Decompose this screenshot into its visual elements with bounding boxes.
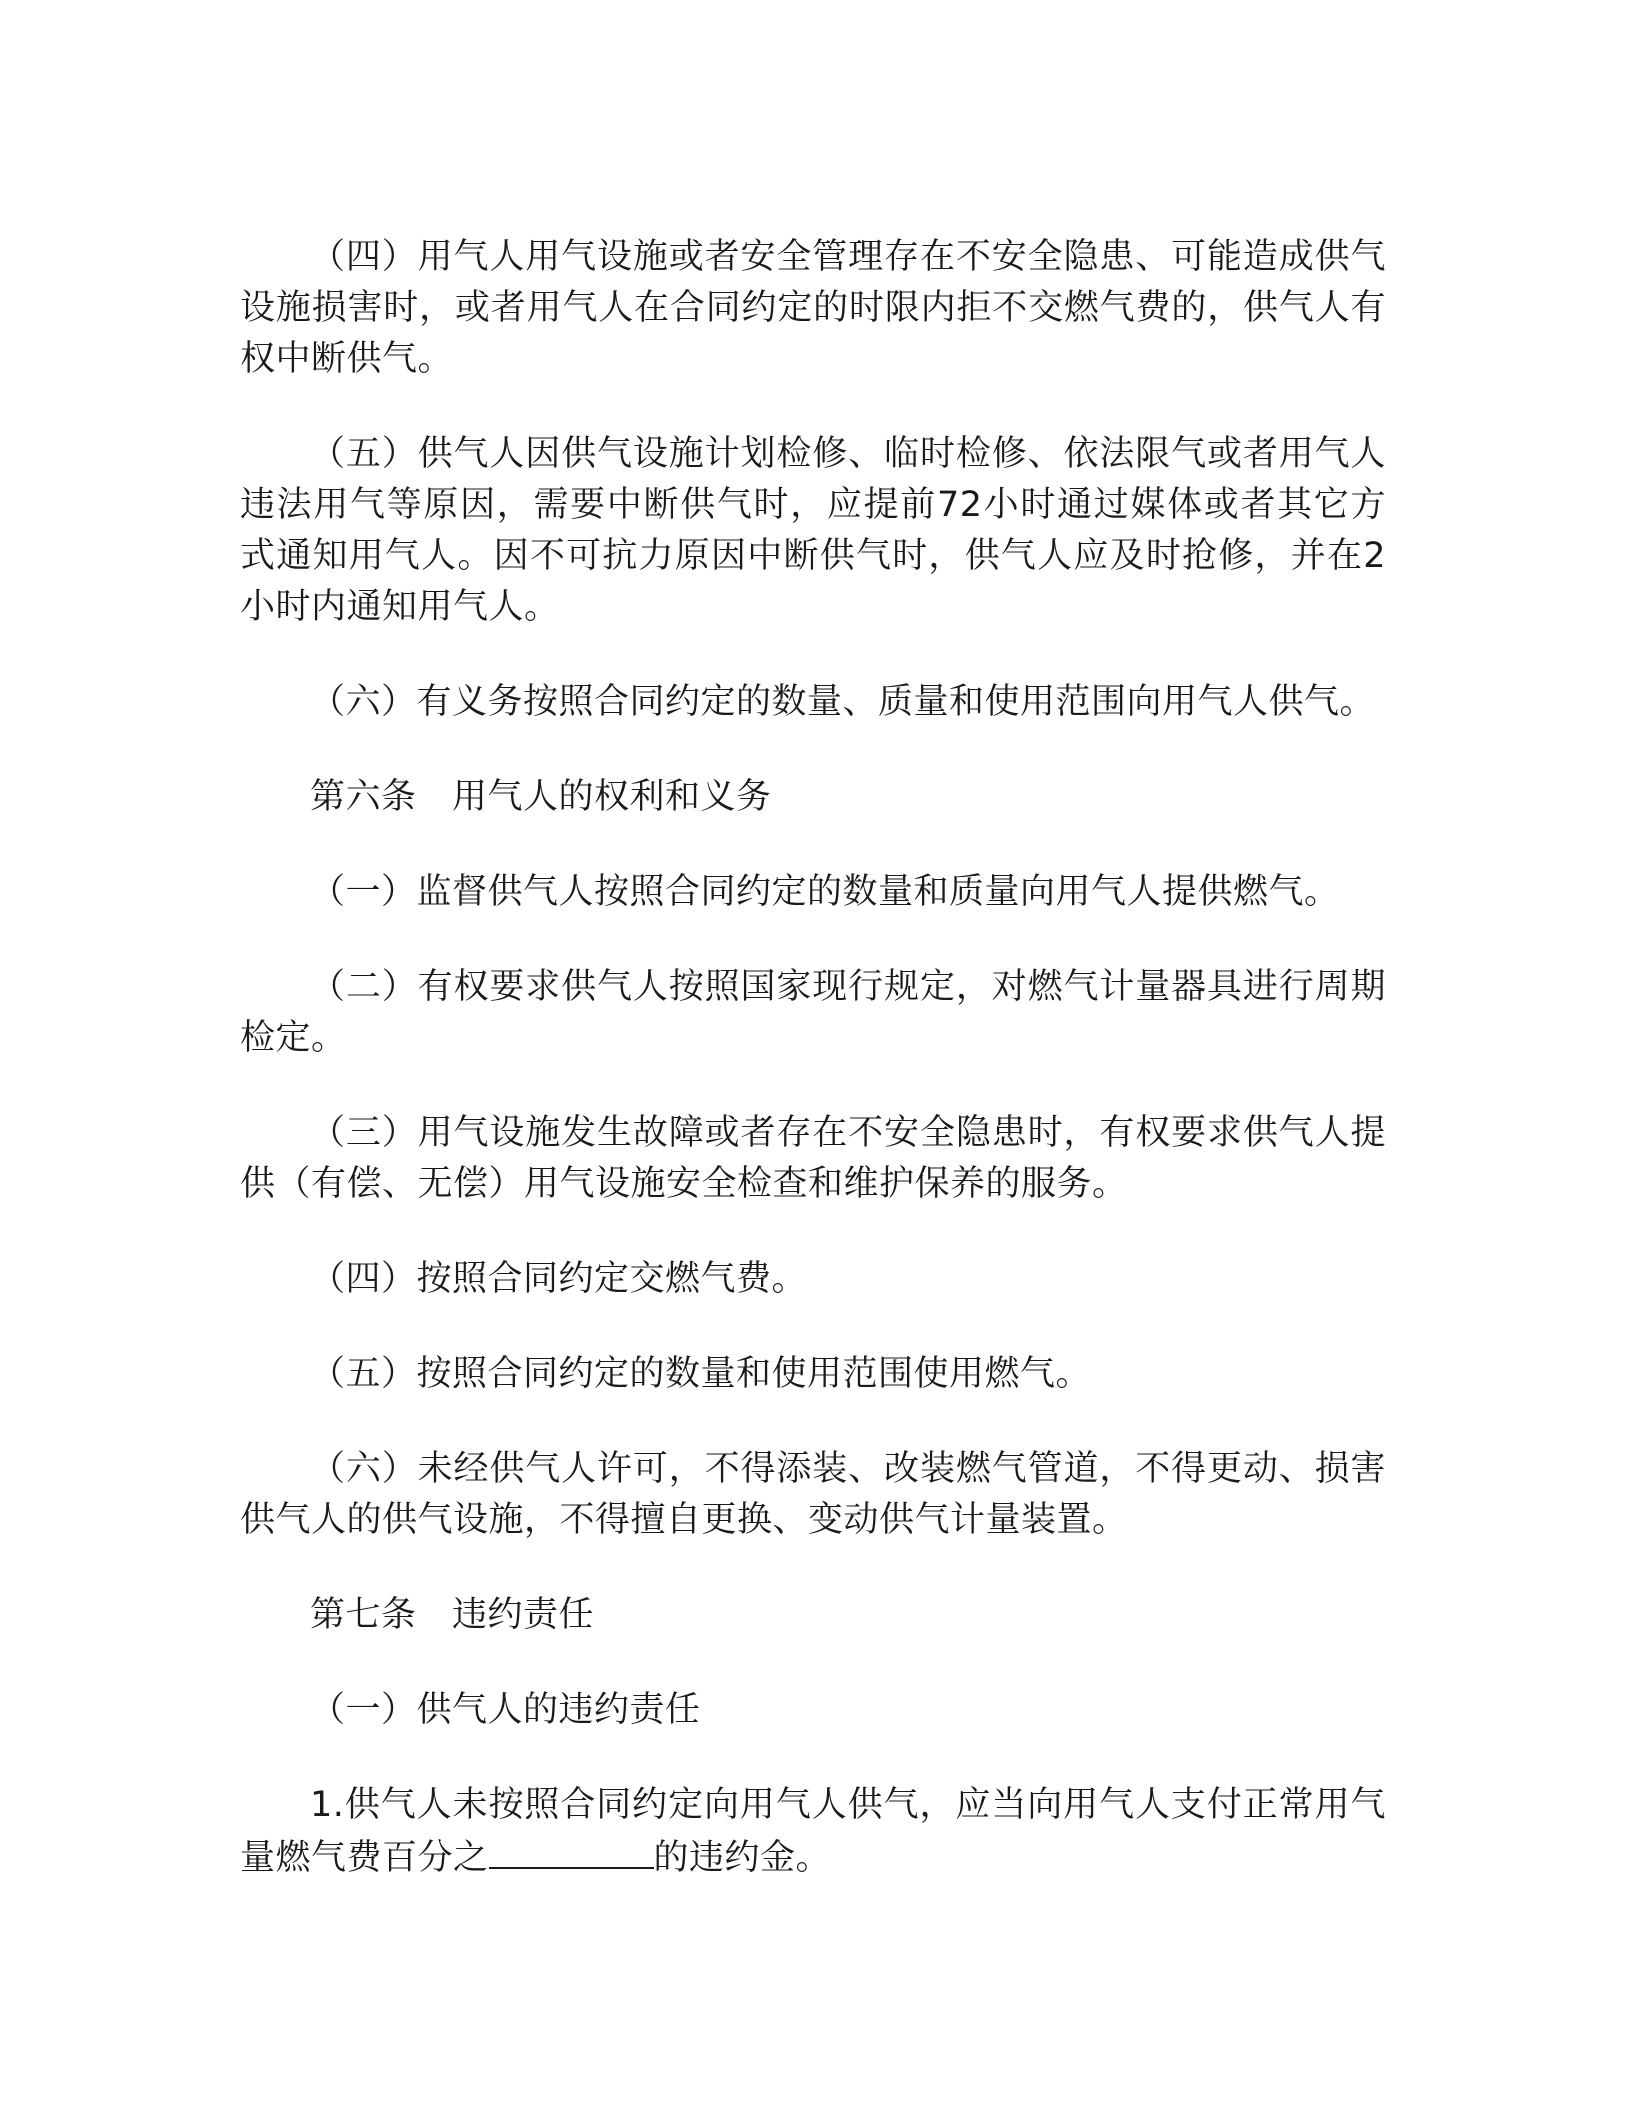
penalty-clause-text: 1.供气人未按照合同约定向用气人供气，应当向用气人支付正常用气量燃气费百分之: [240, 1785, 1386, 1878]
document-body: [240, 232, 1386, 1928]
clause-paragraph: （三）用气设施发生故障或者存在不安全隐患时，有权要求供气人提供（有偿、无偿）用气设施安全检查和维护保养的服务。: [240, 1113, 1386, 1204]
clause-paragraph: （二）有权要求供气人按照国家现行规定，对燃气计量器具进行周期检定。: [240, 967, 1386, 1058]
clause-paragraph: （六）有义务按照合同约定的数量、质量和使用范围向用气人供气。: [310, 682, 1376, 722]
penalty-clause-suffix: 的违约金。: [653, 1838, 832, 1878]
clause-paragraph: （一）供气人的违约责任: [310, 1690, 701, 1730]
fill-in-blank[interactable]: [489, 1831, 654, 1869]
clause-paragraph: （五）供气人因供气设施计划检修、临时检修、依法限气或者用气人违法用气等原因，需要中断供气时，应提前72小时通过媒体或者其它方式通知用气人。因不可抗力原因中断供气时，供气人应及时抢修，并在2小时内通知用气人。: [240, 434, 1386, 627]
article-heading: 第七条 违约责任: [310, 1595, 595, 1635]
article-heading: 第六条 用气人的权利和义务: [310, 777, 772, 817]
clause-paragraph: （五）按照合同约定的数量和使用范围使用燃气。: [310, 1354, 1092, 1394]
penalty-clause: [240, 1780, 1386, 1884]
clause-paragraph: （六）未经供气人许可，不得添装、改装燃气管道，不得更动、损害供气人的供气设施，不得擅自更换、变动供气计量装置。: [240, 1449, 1386, 1540]
clause-paragraph: （四）用气人用气设施或者安全管理存在不安全隐患、可能造成供气设施损害时，或者用气人在合同约定的时限内拒不交燃气费的，供气人有权中断供气。: [240, 237, 1386, 379]
clause-paragraph: （一）监督供气人按照合同约定的数量和质量向用气人提供燃气。: [310, 872, 1340, 912]
clause-paragraph: （四）按照合同约定交燃气费。: [310, 1259, 808, 1299]
